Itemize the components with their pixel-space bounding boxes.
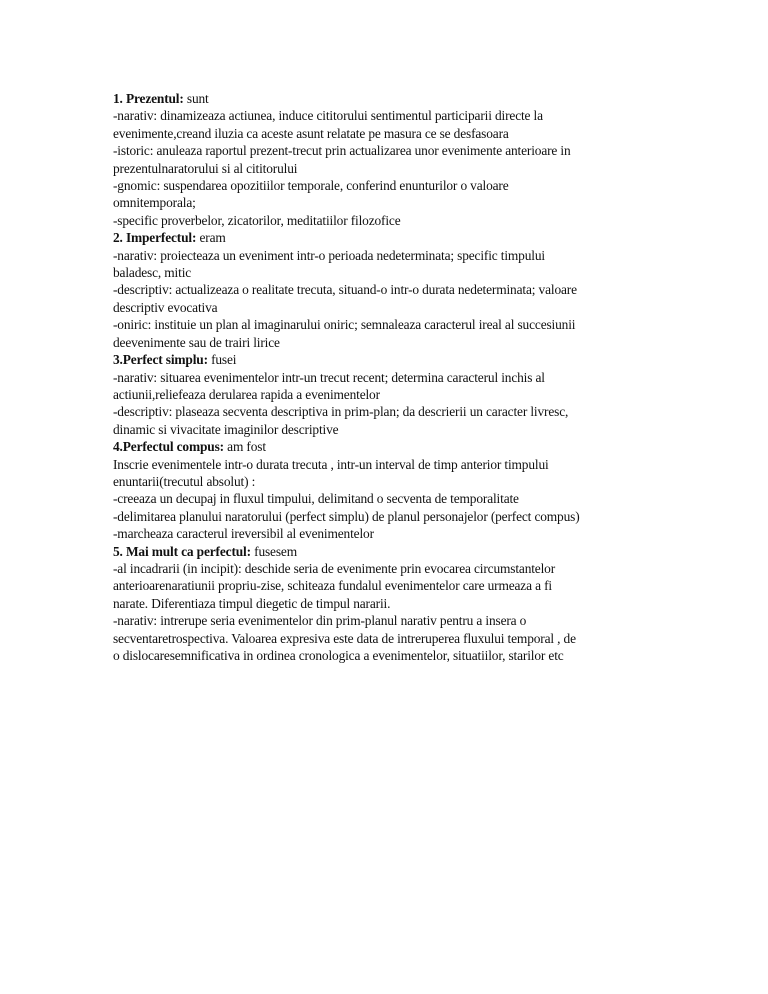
- text-line: -descriptiv: plaseaza secventa descriptiva in prim-plan; da descrierii un caracter livresc,: [113, 404, 569, 420]
- text-line: o dislocaresemnificativa in ordinea cronologica a evenimentelor, situatiilor, starilor etc: [113, 648, 564, 663]
- section-example-verb: sunt: [183, 91, 209, 106]
- section-heading: 4.Perfectul compus:: [113, 439, 224, 455]
- section-example-verb: fusei: [207, 352, 237, 368]
- text-line: narate. Diferentiaza timpul diegetic de timpul nararii.: [113, 595, 391, 611]
- tense-section: [113, 351, 658, 438]
- text-line: -marcheaza caracterul ireversibil al evenimentelor: [113, 526, 374, 542]
- tense-section: [113, 543, 658, 665]
- text-line: -delimitarea planului naratorului (perfect simplu) de planul personajelor (perfect compus): [113, 508, 580, 524]
- text-line: Inscrie evenimentele intr-o durata trecuta , intr-un interval de timp anterior timpului: [113, 456, 549, 472]
- section-heading: 1. Prezentul:: [113, 91, 184, 106]
- text-line: anterioarenaratiunii propriu-zise, schiteaza fundalul evenimentelor care urmeaza a fi: [113, 578, 552, 594]
- section-heading: 2. Imperfectul:: [113, 230, 197, 246]
- text-line: -narativ: situarea evenimentelor intr-un trecut recent; determina caracterul inchis al: [113, 369, 545, 385]
- text-line: omnitemporala;: [113, 195, 196, 211]
- section-heading-line: [113, 543, 658, 560]
- text-line: dinamic si vivacitate imaginilor descriptive: [113, 421, 339, 437]
- section-example-verb: fusesem: [250, 543, 297, 559]
- text-line: -al incadrarii (in incipit): deschide seria de evenimente prin evocarea circumstantelor: [113, 560, 556, 576]
- text-line: -gnomic: suspendarea opozitiilor temporale, conferind enunturilor o valoare: [113, 178, 509, 194]
- text-line: -narativ: proiecteaza un eveniment intr-o perioada nedeterminata; specific timpului: [113, 247, 545, 263]
- text-line: -descriptiv: actualizeaza o realitate trecuta, situand-o intr-o durata nedeterminata; valoare: [113, 282, 577, 298]
- section-heading-line: [113, 351, 658, 368]
- text-line: deevenimente sau de trairi lirice: [113, 334, 280, 350]
- text-line: secventaretrospectiva. Valoarea expresiva este data de intreruperea fluxului temporal , de: [113, 630, 576, 646]
- text-line: baladesc, mitic: [113, 265, 192, 281]
- text-line: -creeaza un decupaj in fluxul timpului, delimitand o secventa de temporalitate: [113, 491, 519, 507]
- section-example-verb: eram: [196, 230, 226, 246]
- text-line: -specific proverbelor, zicatorilor, meditatiilor filozofice: [113, 212, 401, 228]
- tense-section: [113, 229, 658, 351]
- text-line: -narativ: intrerupe seria evenimentelor din prim-planul narativ pentru a insera o: [113, 613, 527, 629]
- document-body: [113, 90, 658, 664]
- section-heading-line: [113, 229, 658, 246]
- section-heading-line: [113, 438, 658, 455]
- text-line: -oniric: instituie un plan al imaginarului oniric; semnaleaza caracterul ireal al succesiunii: [113, 317, 576, 333]
- section-example-verb: am fost: [223, 439, 266, 455]
- text-line: enuntarii(trecutul absolut) :: [113, 473, 256, 489]
- tense-section: [113, 90, 658, 229]
- text-line: -istoric: anuleaza raportul prezent-trecut prin actualizarea unor evenimente anterioare in: [113, 143, 571, 159]
- section-heading-line: [113, 90, 658, 107]
- text-line: -narativ: dinamizeaza actiunea, induce cititorului sentimentul participarii directe la: [113, 108, 543, 124]
- text-line: evenimente,creand iluzia ca aceste asunt relatate pe masura ce se desfasoara: [113, 125, 509, 141]
- text-line: actiunii,reliefeaza derularea rapida a evenimentelor: [113, 386, 380, 402]
- tense-section: [113, 438, 658, 542]
- section-heading: 3.Perfect simplu:: [113, 352, 208, 368]
- text-line: descriptiv evocativa: [113, 299, 218, 315]
- text-line: prezentulnaratorului si al cititorului: [113, 160, 298, 176]
- section-heading: 5. Mai mult ca perfectul:: [113, 543, 251, 559]
